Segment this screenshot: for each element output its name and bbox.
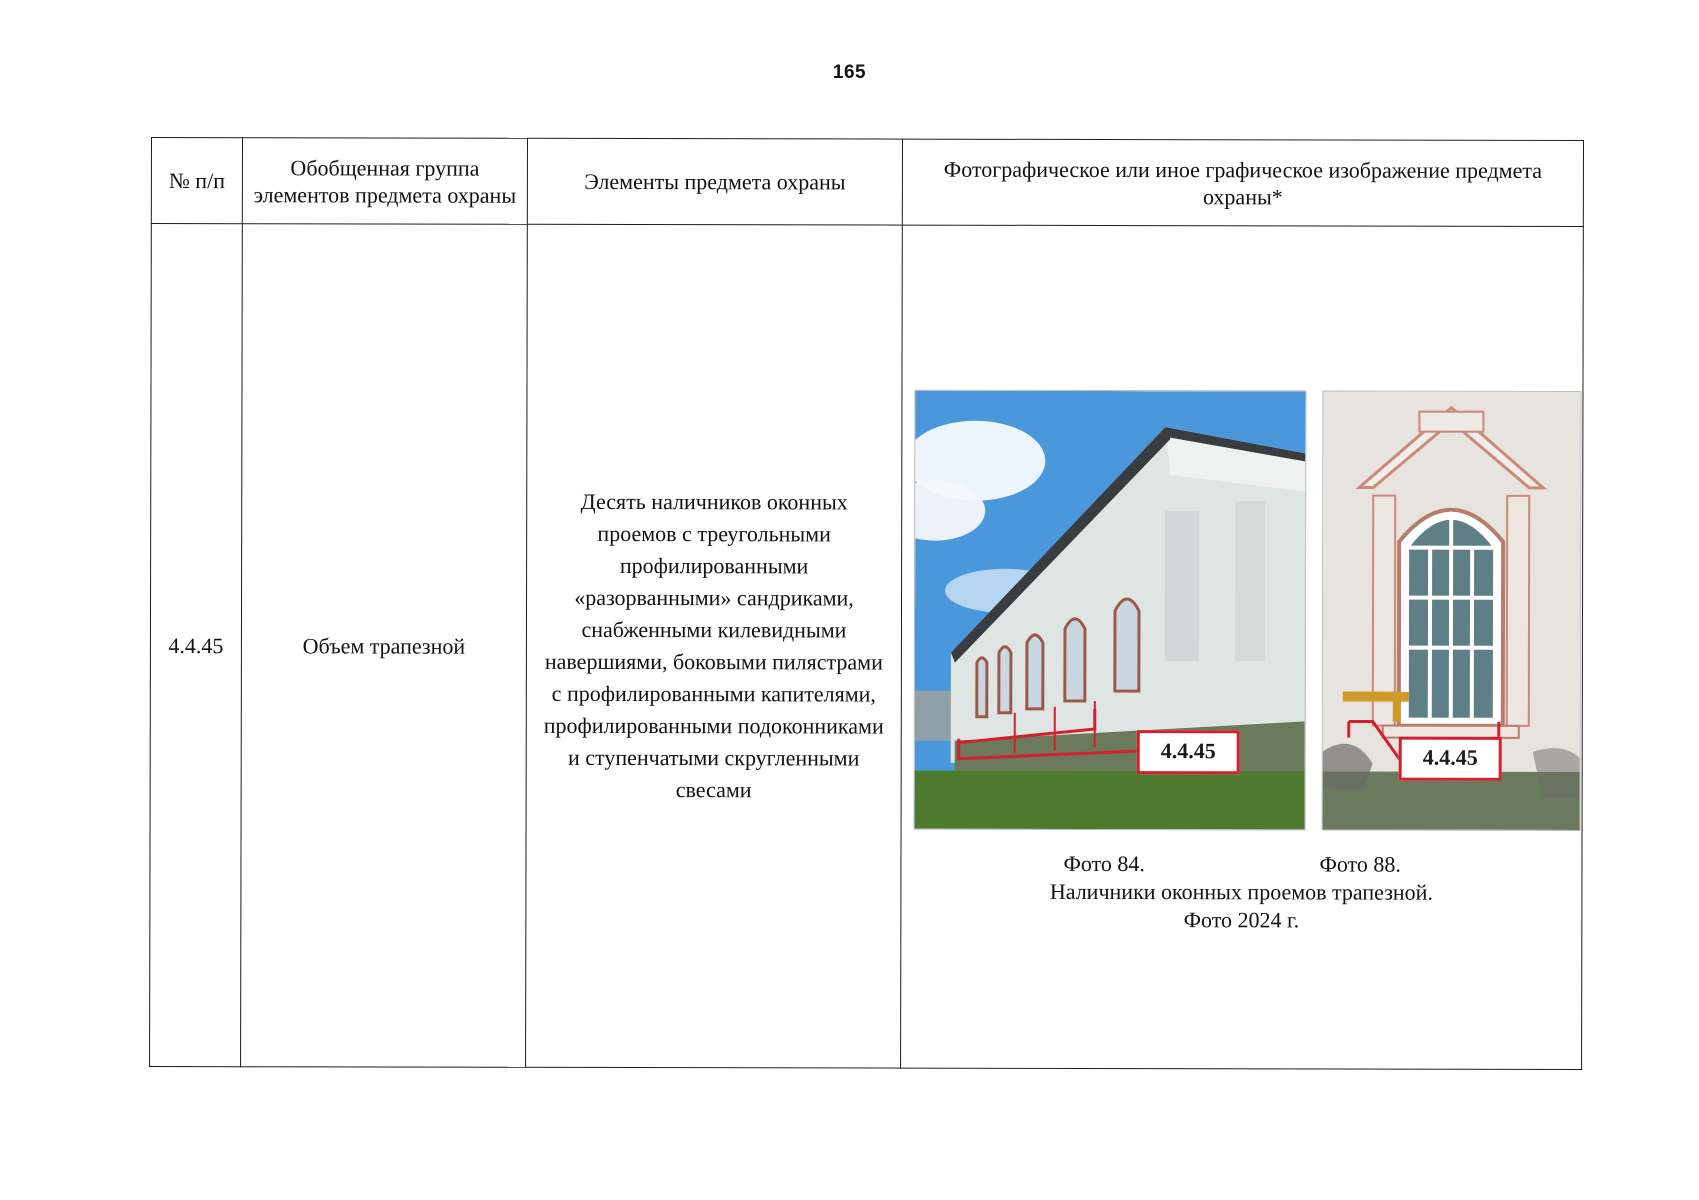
photos-caption: Наличники оконных проемов трапезной. xyxy=(1049,878,1433,905)
photo-88 xyxy=(1322,390,1582,831)
protection-table xyxy=(149,137,1584,1070)
building-facade-photo xyxy=(915,391,1306,830)
header-number: № п/п xyxy=(151,138,242,224)
photo-88-caption: Фото 88. xyxy=(1319,851,1401,877)
row-images xyxy=(901,225,1584,1069)
header-image: Фотографическое или иное графическое изображение предмета охраны* xyxy=(902,139,1583,226)
photo-84-caption: Фото 84. xyxy=(1063,850,1145,877)
row-group: Объем трапезной xyxy=(241,224,528,1068)
header-elements: Элементы предмета охраны xyxy=(527,138,902,225)
header-group: Обобщенная группа элементов предмета охраны xyxy=(242,138,527,225)
row-elements: Десять наличников оконных проемов с треугольными профилированными «разорванными» сандриками, снабженными килевидными навершиями, боковыми пилястрами с профилированными капителями, профилированными подоконниками и ступенчатыми скругленными свесами xyxy=(526,224,903,1068)
table-header-row xyxy=(151,138,1583,227)
photo-88-label: 4.4.45 xyxy=(1399,737,1502,781)
table-row xyxy=(150,224,1584,1070)
photo-84-label: 4.4.45 xyxy=(1137,730,1240,774)
photo-84 xyxy=(914,390,1307,831)
photos-year: Фото 2024 г. xyxy=(1183,907,1300,933)
page-number: 165 xyxy=(832,62,867,83)
row-number: 4.4.45 xyxy=(150,224,243,1067)
